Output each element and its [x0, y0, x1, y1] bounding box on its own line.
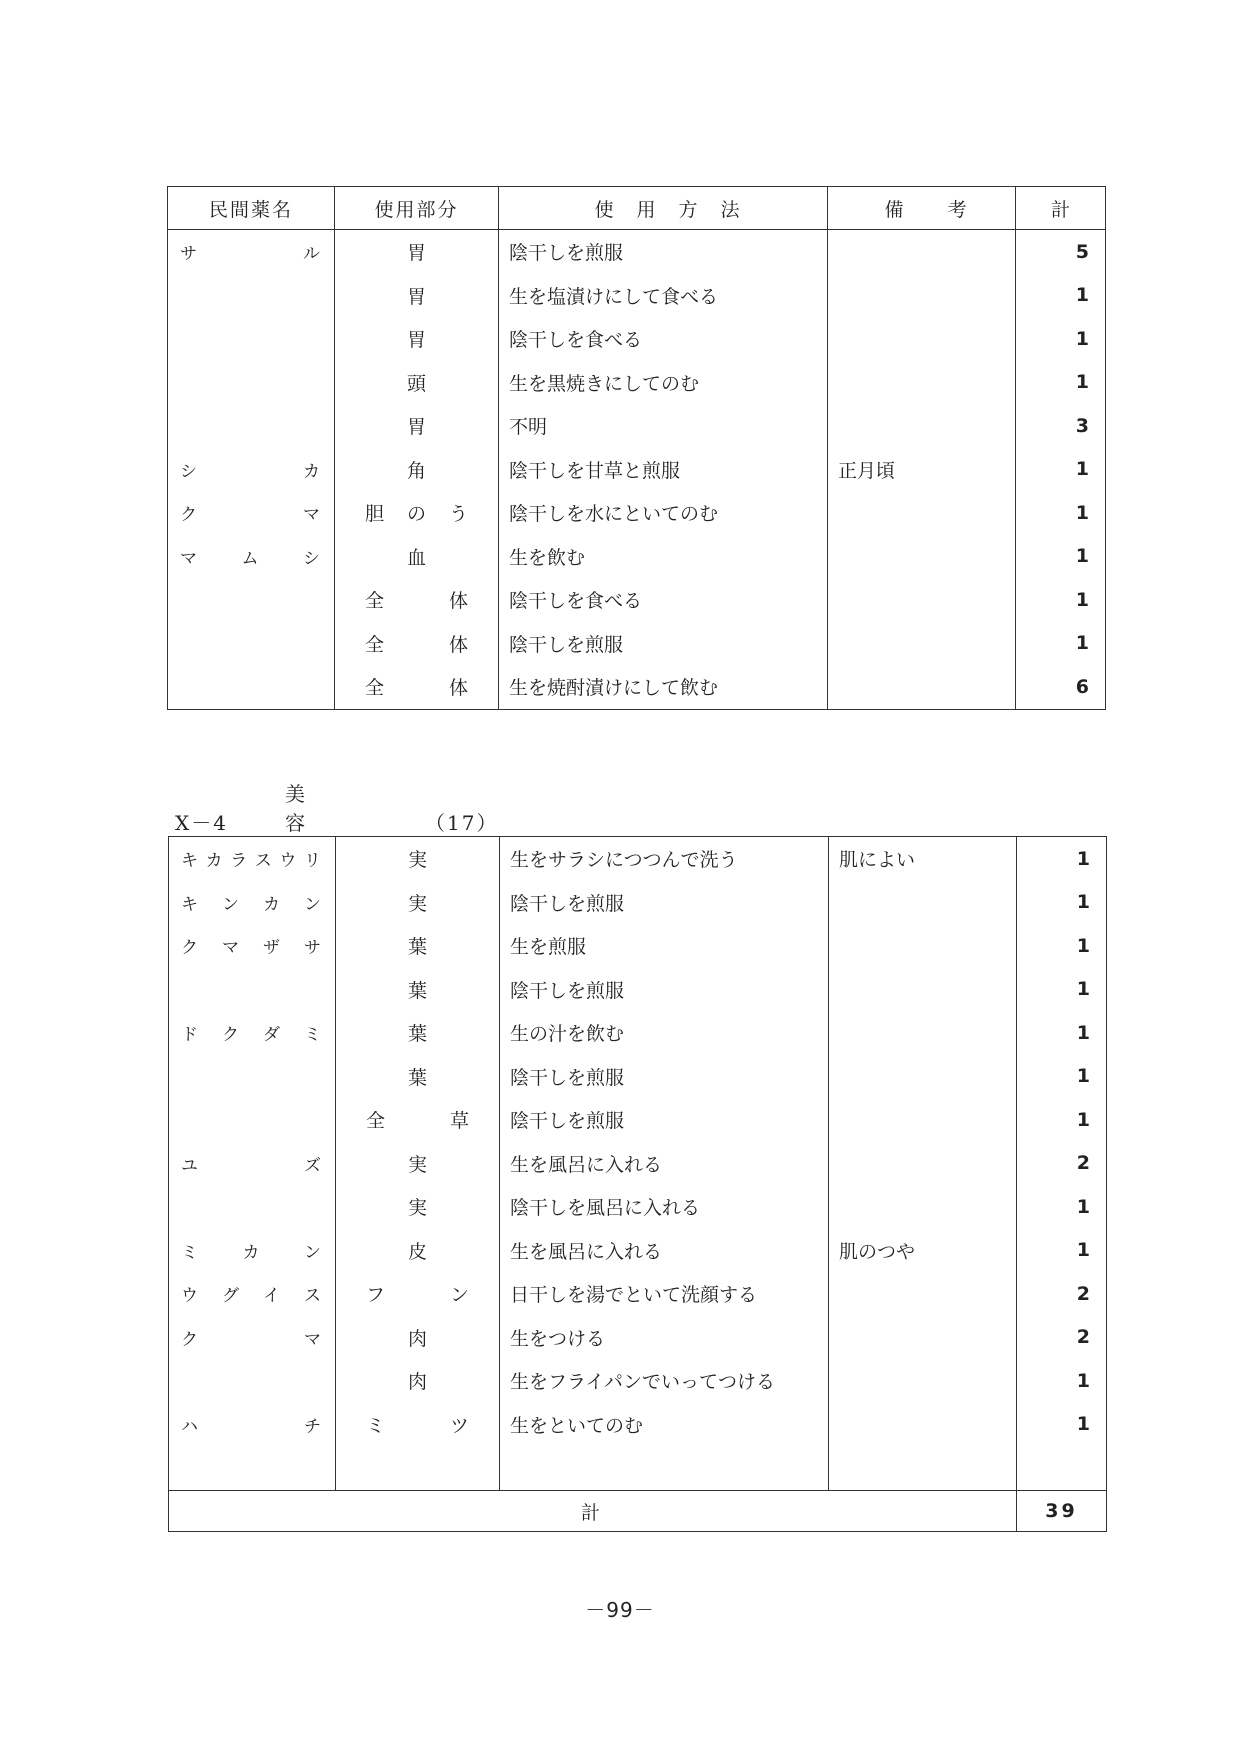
- cell-part: [336, 1098, 500, 1142]
- cell-method: 陰干しを煎服: [500, 881, 829, 925]
- part-char: ミ: [366, 1414, 386, 1437]
- cell-note: [829, 1272, 1017, 1316]
- cell-part: 胃: [335, 274, 499, 318]
- beauty-table: [168, 836, 1107, 1532]
- cell-part: 血: [335, 535, 499, 579]
- total-row: [169, 1491, 1107, 1532]
- name-char: チ: [304, 1416, 321, 1437]
- cell-count: 2: [1076, 1152, 1090, 1175]
- cell-name: [169, 1272, 336, 1316]
- name-char: ス: [254, 851, 272, 872]
- section-title: 美容: [285, 782, 385, 835]
- cell-count: 1: [1075, 588, 1089, 611]
- cell-method: 陰干しを煎服: [500, 968, 829, 1012]
- cell-part: 葉: [336, 924, 500, 968]
- cell-count: 6: [1075, 675, 1089, 698]
- cell-method: 生を風呂に入れる: [500, 1229, 829, 1273]
- cell-note: [829, 968, 1017, 1012]
- cell-name: [168, 665, 335, 709]
- table-row: [169, 1055, 1107, 1099]
- cell-note: [828, 578, 1016, 622]
- part-char: 草: [449, 1110, 469, 1133]
- table2-body: [169, 837, 1107, 1491]
- empty-cell: [500, 1446, 829, 1491]
- cell-part: [335, 491, 499, 535]
- cell-part: 皮: [336, 1229, 500, 1273]
- cell-method: 陰干しを風呂に入れる: [500, 1185, 829, 1229]
- cell-count: 1: [1075, 327, 1089, 350]
- cell-part: 実: [336, 881, 500, 925]
- cell-method: 陰干しを煎服: [499, 622, 828, 666]
- name-char: ラ: [230, 851, 248, 872]
- cell-name: [169, 1403, 336, 1447]
- name-char: ク: [180, 505, 197, 526]
- cell-name: [169, 968, 336, 1012]
- cell-count: 1: [1075, 501, 1089, 524]
- cell-name: [169, 1011, 336, 1055]
- table-row: [169, 837, 1107, 881]
- name-char: サ: [304, 938, 321, 959]
- cell-method: 生をフライパンでいってつける: [500, 1359, 829, 1403]
- name-char: ウ: [279, 851, 297, 872]
- cell-name: [168, 404, 335, 448]
- cell-method: 陰干しを煎服: [499, 230, 828, 274]
- cell-count: 1: [1075, 632, 1089, 655]
- cell-name: [169, 1142, 336, 1186]
- cell-part: [336, 1403, 500, 1447]
- cell-count: 1: [1076, 1239, 1090, 1262]
- name-char: ク: [222, 1025, 239, 1046]
- name-char: マ: [222, 938, 239, 959]
- cell-part: 肉: [336, 1316, 500, 1360]
- table-row: [169, 1272, 1107, 1316]
- cell-note: [829, 1098, 1017, 1142]
- cell-note: 正月頃: [828, 448, 1016, 492]
- table-row: [169, 1316, 1107, 1360]
- table-row: [168, 404, 1106, 448]
- cell-method: 生を塩漬けにして食べる: [499, 274, 828, 318]
- cell-name: [169, 1359, 336, 1403]
- table-row: [169, 1098, 1107, 1142]
- cell-count: 1: [1076, 1195, 1090, 1218]
- cell-note: [829, 1142, 1017, 1186]
- cell-note: [829, 881, 1017, 925]
- name-char: ハ: [181, 1416, 198, 1437]
- cell-part: [336, 1272, 500, 1316]
- part-char: 全: [365, 677, 385, 700]
- table-row: [168, 274, 1106, 318]
- cell-count: 1: [1076, 1021, 1090, 1044]
- cell-method: 陰干しを甘草と煎服: [499, 448, 828, 492]
- cell-note: 肌のつや: [829, 1229, 1017, 1273]
- total-value: 39: [1017, 1491, 1107, 1532]
- empty-cell: [336, 1446, 500, 1491]
- table1-body: [168, 230, 1106, 710]
- name-char: ル: [303, 244, 320, 265]
- table-row: [168, 230, 1106, 274]
- cell-name: [168, 317, 335, 361]
- cell-note: [829, 1185, 1017, 1229]
- cell-note: [829, 924, 1017, 968]
- cell-part: [335, 622, 499, 666]
- cell-name: [168, 361, 335, 405]
- header-count: 計: [1016, 187, 1106, 230]
- cell-note: [828, 230, 1016, 274]
- name-char: イ: [263, 1286, 280, 1307]
- empty-cell: [829, 1446, 1017, 1491]
- part-char: フ: [366, 1284, 386, 1307]
- name-char: シ: [303, 548, 320, 569]
- cell-method: 生を飲む: [499, 535, 828, 579]
- cell-note: [829, 1359, 1017, 1403]
- part-char: の: [406, 503, 426, 526]
- cell-count: 5: [1075, 240, 1089, 263]
- cell-method: 生を煎服: [500, 924, 829, 968]
- cell-note: [828, 317, 1016, 361]
- cell-count: 1: [1076, 1065, 1090, 1088]
- table-row: [169, 1229, 1107, 1273]
- cell-method: 生の汁を飲む: [500, 1011, 829, 1055]
- name-char: ン: [304, 894, 321, 915]
- cell-count: 1: [1076, 934, 1090, 957]
- name-char: キ: [181, 894, 198, 915]
- name-char: ユ: [181, 1155, 198, 1176]
- table-row: [168, 622, 1106, 666]
- cell-note: [829, 1011, 1017, 1055]
- name-char: ン: [304, 1242, 321, 1263]
- table-row: [169, 968, 1107, 1012]
- cell-part: 頭: [335, 361, 499, 405]
- cell-method: 陰干しを煎服: [500, 1055, 829, 1099]
- cell-count: 1: [1076, 1413, 1090, 1436]
- header-note: 備 考: [828, 187, 1016, 230]
- cell-name: [168, 274, 335, 318]
- cell-count: 1: [1075, 371, 1089, 394]
- name-char: ウ: [181, 1286, 198, 1307]
- table-row: [168, 361, 1106, 405]
- cell-part: 角: [335, 448, 499, 492]
- name-char: サ: [180, 244, 197, 265]
- name-char: リ: [303, 851, 321, 872]
- part-char: 全: [365, 590, 385, 613]
- cell-method: 陰干しを煎服: [500, 1098, 829, 1142]
- name-char: ミ: [304, 1025, 321, 1046]
- cell-name: [169, 1229, 336, 1273]
- cell-note: [828, 404, 1016, 448]
- name-char: ム: [241, 548, 259, 569]
- header-name: 民間薬名: [168, 187, 335, 230]
- cell-name: [169, 1055, 336, 1099]
- cell-name: [168, 230, 335, 274]
- cell-part: 実: [336, 1185, 500, 1229]
- cell-note: 肌によい: [829, 837, 1017, 881]
- total-label: 計: [169, 1491, 1017, 1532]
- cell-part: [335, 578, 499, 622]
- cell-name: [169, 881, 336, 925]
- name-char: ン: [222, 894, 239, 915]
- cell-method: 陰干しを食べる: [499, 578, 828, 622]
- cell-count: 2: [1076, 1326, 1090, 1349]
- cell-name: [168, 622, 335, 666]
- table-row: [168, 491, 1106, 535]
- cell-part: 実: [336, 1142, 500, 1186]
- cell-method: 生を黒焼きにしてのむ: [499, 361, 828, 405]
- empty-cell: [1017, 1446, 1107, 1491]
- part-char: 体: [448, 590, 468, 613]
- cell-part: 葉: [336, 1055, 500, 1099]
- name-char: カ: [242, 1242, 260, 1263]
- cell-part: 実: [336, 837, 500, 881]
- cell-count: 1: [1076, 891, 1090, 914]
- cell-part: 胃: [335, 230, 499, 274]
- cell-note: [828, 361, 1016, 405]
- part-char: 胆: [365, 503, 385, 526]
- name-char: カ: [205, 851, 223, 872]
- name-char: グ: [222, 1286, 239, 1307]
- cell-name: [169, 837, 336, 881]
- part-char: 全: [366, 1110, 386, 1133]
- cell-part: 肉: [336, 1359, 500, 1403]
- folk-medicine-table: [167, 186, 1106, 710]
- cell-count: 1: [1076, 978, 1090, 1001]
- table-row: [168, 665, 1106, 709]
- empty-row: [169, 1446, 1107, 1491]
- cell-note: [829, 1316, 1017, 1360]
- cell-method: 日干しを湯でといて洗顔する: [500, 1272, 829, 1316]
- part-char: う: [448, 503, 468, 526]
- name-char: ド: [181, 1025, 198, 1046]
- cell-name: [168, 578, 335, 622]
- name-char: マ: [304, 1329, 321, 1350]
- table-row: [169, 1359, 1107, 1403]
- cell-method: 生をといてのむ: [500, 1403, 829, 1447]
- cell-part: [335, 665, 499, 709]
- name-char: ミ: [181, 1242, 198, 1263]
- name-char: シ: [180, 461, 197, 482]
- cell-count: 1: [1075, 545, 1089, 568]
- part-char: ン: [449, 1284, 469, 1307]
- cell-count: 1: [1076, 1369, 1090, 1392]
- table-row: [169, 924, 1107, 968]
- cell-note: [829, 1403, 1017, 1447]
- table-row: [169, 1011, 1107, 1055]
- cell-part: 葉: [336, 968, 500, 1012]
- cell-name: [169, 1185, 336, 1229]
- name-char: キ: [181, 851, 198, 872]
- table-header-row: [168, 187, 1106, 230]
- cell-count: 3: [1075, 414, 1089, 437]
- cell-note: [829, 1055, 1017, 1099]
- cell-count: 1: [1075, 284, 1089, 307]
- cell-name: [169, 1098, 336, 1142]
- section-count: （17）: [425, 811, 499, 835]
- part-char: 体: [448, 633, 468, 656]
- cell-count: 2: [1076, 1282, 1090, 1305]
- table-row: [168, 448, 1106, 492]
- cell-name: [168, 491, 335, 535]
- table-row: [168, 317, 1106, 361]
- cell-part: 胃: [335, 404, 499, 448]
- cell-name: [168, 535, 335, 579]
- part-char: ツ: [449, 1414, 469, 1437]
- part-char: 全: [365, 633, 385, 656]
- cell-method: 生を焼酎漬けにして飲む: [499, 665, 828, 709]
- cell-method: 生をつける: [500, 1316, 829, 1360]
- name-char: ザ: [263, 938, 280, 959]
- table-row: [169, 881, 1107, 925]
- cell-count: 1: [1076, 1108, 1090, 1131]
- name-char: マ: [303, 505, 320, 526]
- cell-method: 不明: [499, 404, 828, 448]
- empty-cell: [169, 1446, 336, 1491]
- table-row: [169, 1142, 1107, 1186]
- part-char: 体: [448, 677, 468, 700]
- cell-method: 生をサラシにつつんで洗う: [500, 837, 829, 881]
- table-row: [169, 1403, 1107, 1447]
- header-method: 使 用 方 法: [499, 187, 828, 230]
- section-code: X－4: [175, 811, 228, 835]
- cell-part: 葉: [336, 1011, 500, 1055]
- cell-note: [828, 274, 1016, 318]
- name-char: ズ: [304, 1155, 321, 1176]
- cell-method: 陰干しを水にといてのむ: [499, 491, 828, 535]
- cell-name: [168, 448, 335, 492]
- name-char: マ: [180, 548, 197, 569]
- page-number: －99－: [585, 1598, 655, 1622]
- cell-part: 胃: [335, 317, 499, 361]
- header-part: 使用部分: [335, 187, 499, 230]
- cell-note: [828, 665, 1016, 709]
- name-char: カ: [303, 461, 320, 482]
- table-row: [168, 535, 1106, 579]
- cell-method: 生を風呂に入れる: [500, 1142, 829, 1186]
- name-char: ダ: [263, 1025, 280, 1046]
- cell-note: [828, 491, 1016, 535]
- cell-name: [169, 1316, 336, 1360]
- cell-count: 1: [1075, 458, 1089, 481]
- cell-note: [828, 622, 1016, 666]
- name-char: ス: [304, 1286, 321, 1307]
- section-heading: [175, 778, 498, 836]
- name-char: ク: [181, 1329, 198, 1350]
- cell-count: 1: [1076, 847, 1090, 870]
- cell-name: [169, 924, 336, 968]
- table-row: [168, 578, 1106, 622]
- cell-note: [828, 535, 1016, 579]
- cell-method: 陰干しを食べる: [499, 317, 828, 361]
- table-row: [169, 1185, 1107, 1229]
- name-char: カ: [263, 894, 280, 915]
- name-char: ク: [181, 938, 198, 959]
